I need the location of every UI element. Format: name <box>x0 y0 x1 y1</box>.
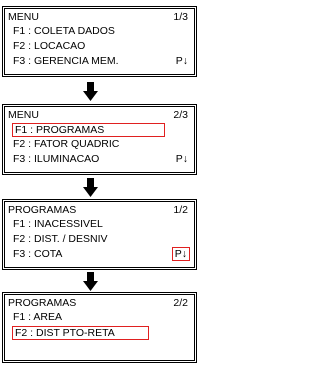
page-indicator: 1/3 <box>173 11 188 23</box>
screen-menu-page-1 <box>4 8 195 75</box>
menu-item-f1-highlighted[interactable]: F1 : PROGRAMAS <box>12 123 165 137</box>
menu-item-f2-highlighted[interactable]: F2 : DIST PTO-RETA <box>12 326 149 340</box>
screen-title: PROGRAMAS <box>8 297 77 309</box>
down-arrow-icon <box>83 178 98 197</box>
menu-item-f1[interactable]: F1 : INACESSIVEL <box>13 218 103 230</box>
screen-programas-page-2 <box>4 294 195 361</box>
screen-title: PROGRAMAS <box>8 204 77 216</box>
down-arrow-icon <box>83 272 98 291</box>
page-down-marker-highlighted[interactable]: P↓ <box>172 247 190 261</box>
page-indicator: 2/2 <box>173 297 188 309</box>
down-arrow-icon <box>83 82 98 101</box>
menu-item-f2[interactable]: F2 : LOCACAO <box>13 40 86 52</box>
page-indicator: 2/3 <box>173 109 188 121</box>
page-down-marker[interactable]: P↓ <box>175 153 188 165</box>
screen-menu-page-2 <box>4 106 195 173</box>
page-down-marker[interactable]: P↓ <box>175 55 188 67</box>
screen-title: MENU <box>8 11 39 23</box>
menu-item-f2[interactable]: F2 : DIST. / DESNIV <box>13 233 108 245</box>
menu-item-f1[interactable]: F1 : AREA <box>13 311 63 323</box>
page-indicator: 1/2 <box>173 204 188 216</box>
screen-programas-page-1 <box>4 201 195 268</box>
menu-item-f3[interactable]: F3 : GERENCIA MEM. <box>13 55 119 67</box>
menu-item-f3[interactable]: F3 : ILUMINACAO <box>13 153 100 165</box>
menu-item-f3[interactable]: F3 : COTA <box>13 248 63 260</box>
menu-item-f2[interactable]: F2 : FATOR QUADRIC <box>13 138 120 150</box>
menu-item-f1[interactable]: F1 : COLETA DADOS <box>13 25 115 37</box>
screen-title: MENU <box>8 109 39 121</box>
